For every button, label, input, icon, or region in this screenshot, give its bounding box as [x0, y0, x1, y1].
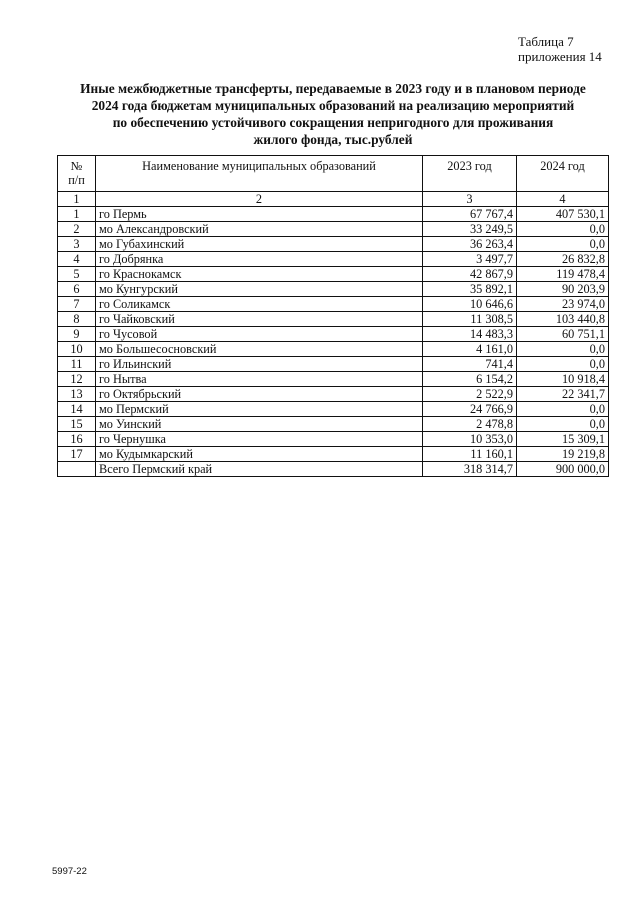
- value-2024: 407 530,1: [517, 207, 609, 222]
- table-row: [58, 207, 609, 222]
- title-line-4: жилого фонда, тыс.рублей: [253, 132, 413, 147]
- column-number: 4: [517, 192, 609, 207]
- row-number: 12: [58, 372, 96, 387]
- table-row: [58, 342, 609, 357]
- table-row: [58, 237, 609, 252]
- municipality-name: мо Большесосновский: [96, 342, 423, 357]
- header-name: Наименование муниципальных образований: [96, 156, 423, 192]
- value-2024: 0,0: [517, 222, 609, 237]
- header-num: № п/п: [58, 156, 96, 192]
- document-title: [70, 80, 596, 148]
- municipality-name: мо Кудымкарский: [96, 447, 423, 462]
- header-2024: 2024 год: [517, 156, 609, 192]
- municipality-name: го Октябрьский: [96, 387, 423, 402]
- value-2024: 119 478,4: [517, 267, 609, 282]
- total-row: [58, 462, 609, 477]
- value-2024: 19 219,8: [517, 447, 609, 462]
- municipality-name: го Добрянка: [96, 252, 423, 267]
- row-number: 7: [58, 297, 96, 312]
- row-number: 5: [58, 267, 96, 282]
- municipality-name: мо Кунгурский: [96, 282, 423, 297]
- municipality-name: го Ильинский: [96, 357, 423, 372]
- row-number: 8: [58, 312, 96, 327]
- table-row: [58, 402, 609, 417]
- municipality-name: го Пермь: [96, 207, 423, 222]
- title-line-2: 2024 года бюджетам муниципальных образований на реализацию мероприятий: [91, 98, 575, 113]
- value-2023: 36 263,4: [423, 237, 517, 252]
- table-row: [58, 252, 609, 267]
- table-row: [58, 282, 609, 297]
- municipality-name: го Краснокамск: [96, 267, 423, 282]
- title-line-3: по обеспечению устойчивого сокращения непригодного для проживания: [112, 115, 554, 130]
- municipality-name: го Чайковский: [96, 312, 423, 327]
- value-2024: 26 832,8: [517, 252, 609, 267]
- municipality-name: го Чернушка: [96, 432, 423, 447]
- value-2024: 23 974,0: [517, 297, 609, 312]
- column-number: 1: [58, 192, 96, 207]
- value-2023: 4 161,0: [423, 342, 517, 357]
- value-2024: 10 918,4: [517, 372, 609, 387]
- value-2024: 0,0: [517, 237, 609, 252]
- row-number: 11: [58, 357, 96, 372]
- total-label: Всего Пермский край: [96, 462, 423, 477]
- table-reference: [518, 34, 602, 64]
- municipality-name: мо Пермский: [96, 402, 423, 417]
- value-2023: 11 160,1: [423, 447, 517, 462]
- municipality-name: го Нытва: [96, 372, 423, 387]
- value-2024: 15 309,1: [517, 432, 609, 447]
- value-2023: 42 867,9: [423, 267, 517, 282]
- row-number: 13: [58, 387, 96, 402]
- value-2023: 2 478,8: [423, 417, 517, 432]
- municipality-name: мо Уинский: [96, 417, 423, 432]
- table-row: [58, 297, 609, 312]
- value-2024: 103 440,8: [517, 312, 609, 327]
- appendix-number: приложения 14: [518, 49, 602, 64]
- column-number: 3: [423, 192, 517, 207]
- value-2024: 0,0: [517, 402, 609, 417]
- municipality-name: мо Александровский: [96, 222, 423, 237]
- table-row: [58, 387, 609, 402]
- table-row: [58, 267, 609, 282]
- row-number: 1: [58, 207, 96, 222]
- value-2024: 22 341,7: [517, 387, 609, 402]
- table-row: [58, 357, 609, 372]
- value-2023: 3 497,7: [423, 252, 517, 267]
- row-number: 9: [58, 327, 96, 342]
- value-2023: 10 353,0: [423, 432, 517, 447]
- value-2023: 33 249,5: [423, 222, 517, 237]
- value-2023: 6 154,2: [423, 372, 517, 387]
- value-2023: 741,4: [423, 357, 517, 372]
- table-row: [58, 327, 609, 342]
- total-2024: 900 000,0: [517, 462, 609, 477]
- table-row: [58, 372, 609, 387]
- value-2024: 0,0: [517, 342, 609, 357]
- value-2024: 60 751,1: [517, 327, 609, 342]
- value-2024: 0,0: [517, 357, 609, 372]
- row-number: 10: [58, 342, 96, 357]
- municipality-name: го Чусовой: [96, 327, 423, 342]
- table-row: [58, 417, 609, 432]
- value-2024: 90 203,9: [517, 282, 609, 297]
- value-2023: 35 892,1: [423, 282, 517, 297]
- value-2023: 2 522,9: [423, 387, 517, 402]
- table-row: [58, 222, 609, 237]
- column-number: 2: [96, 192, 423, 207]
- municipality-name: мо Губахинский: [96, 237, 423, 252]
- row-number: 2: [58, 222, 96, 237]
- total-2023: 318 314,7: [423, 462, 517, 477]
- value-2023: 11 308,5: [423, 312, 517, 327]
- table-row: [58, 432, 609, 447]
- transfers-table: [57, 155, 609, 477]
- value-2023: 10 646,6: [423, 297, 517, 312]
- row-number: 15: [58, 417, 96, 432]
- value-2023: 14 483,3: [423, 327, 517, 342]
- value-2024: 0,0: [517, 417, 609, 432]
- header-2023: 2023 год: [423, 156, 517, 192]
- table-row: [58, 447, 609, 462]
- municipality-name: го Соликамск: [96, 297, 423, 312]
- title-line-1: Иные межбюджетные трансферты, передаваемые в 2023 году и в плановом периоде: [80, 81, 586, 96]
- table-row: [58, 312, 609, 327]
- value-2023: 67 767,4: [423, 207, 517, 222]
- row-number: 3: [58, 237, 96, 252]
- row-number: 16: [58, 432, 96, 447]
- table-number: Таблица 7: [518, 34, 574, 49]
- row-number: 17: [58, 447, 96, 462]
- value-2023: 24 766,9: [423, 402, 517, 417]
- document-code: 5997-22: [52, 866, 87, 877]
- row-number: 14: [58, 402, 96, 417]
- row-number: 4: [58, 252, 96, 267]
- row-number: 6: [58, 282, 96, 297]
